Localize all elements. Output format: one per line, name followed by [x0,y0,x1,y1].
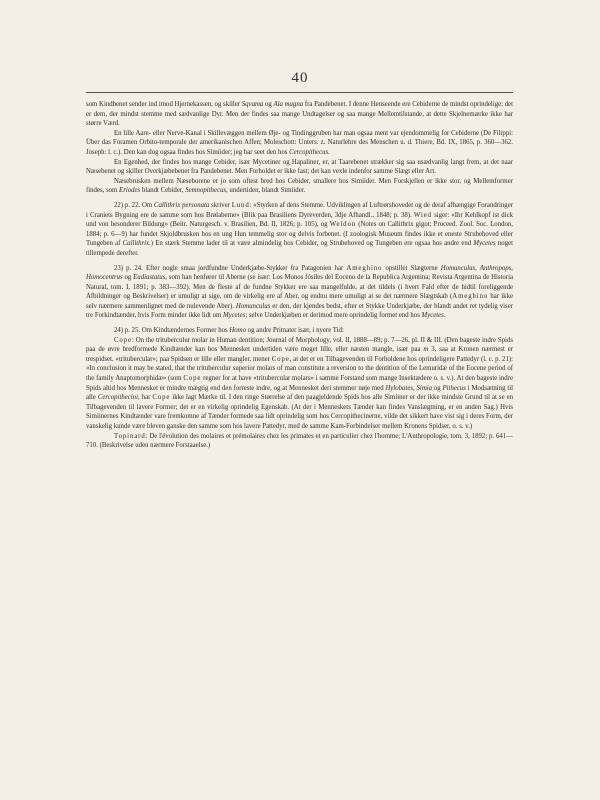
text-run: 23) p. 24. Efter nogle smaa jordfundne Underkjæbe-Stykker fra Patagonien har [114,264,347,272]
italic-term: Semnopithecus, [185,187,228,195]
author-name: Wied [413,211,432,219]
text-run: ikke lagt Mærke til. I den ringe Størrelse af den paagjeldende Spids hos alle Simiiner er der ikke mindste Grund til at se en Tilbagevenden til lavere Former; det er en virkelig oprindelig Egenskab. (At der i Menneskets Tænder kan findes Vanslægtning, er en anden Sag.) Hvis Simiinernes Kindtænder vare fremkomne af Tænder formede saa lidt oprindelig som hos Cercopithecinerne, vilde det sikkert have vist sig i deres Form, der vanskelig kunde være bleven ganske den samme som hos lavere Pattedyr, med de samme Kam-Forbindelser mellem Kronens Spidser, o. s. v.) [86,394,514,430]
paragraph [86,177,513,196]
paragraph [86,326,513,336]
text-run: og [263,101,274,108]
italic-term: Homunculus, Anthropops, Homocentrus [86,264,513,282]
text-run: noget tillempede derefter. [86,240,513,257]
text-run: undertiden, blandt Simiider. [227,187,306,195]
text-run: ; selve Underkjæben er derimod mere oprindelig formet end hos [245,312,422,320]
paragraph [86,336,513,432]
paragraph [86,264,513,322]
text-run: og [122,274,134,282]
text-run: opstillet Slægterne [382,264,441,272]
italic-term: Callithrix personata [153,201,210,209]
italic-term: Eriodes [119,187,141,195]
text-run: En Egenhed, der findes hos mange Cebider, især Mycetiner og Hapaliner, er, at Taarebenet strækker sig saa usædvanlig langt frem, at det naar Næsebenet og skiller Overkjæbebenet fra Pandebenet. Men Forholdet er ikke fast; det kan vexle indenfor samme Slægt eller Art. [86,158,513,176]
author-name: Ameghino [452,293,489,301]
paragraph [86,100,513,129]
text-run: (Notes on Callithrix gigot; Proceed. Zool. Soc. London, 1884; p. 6—9) har fundet Skjoldbrusken hos en ung Hun temmelig stor og delvis forbenet. (I zoologisk Museum findes ikke et eneste Strubehoved eller Tungeben af [86,221,513,248]
paragraph [86,432,513,451]
italic-term: Mycetes [222,312,246,320]
italic-term: Ala magna [273,101,304,108]
text-run: som Kindbenet sender ind imod Hjernekassen, og skiller [86,101,242,108]
author-name: Cope [183,375,202,383]
text-run: , som han henfører til Aberne (se især: Los Monos fósiles del Eoceno de la Republica Argentina; Revista Argentina de Historia Natural, tom. I, 1891; p. 383—392). Men de fleste af de fundne Stykker ere saa mangelfulde, at det tildels (i hvert Fald efter de hidtil foreliggende Afbildninger og Beskrivelser) er umuligt at sige, om de virkelig ere af Aber, og endnu mere umuligt at se det nærmere Slægtskab ( [86,274,513,301]
text-run: ) En stærk Stemme lader til at være almindelig hos Cebider, og Strubehoved og Tungeben ere ogsaa hos andre end [150,240,474,248]
italic-term: Mycetes. [421,312,446,320]
text-run: har [139,394,153,402]
text-run: En lille Aare- eller Nerve-Kanal i Skillevæggen mellem Øje- og Tindinggruben har man ogsaa ment var ejendommelig for Cebiderne (De Filippi: Über das Foramen Orbito-temporale der amerikanischen Affen; Moleschott: Unters. z. Naturlehre des Menschen u. d. Thiere, Bd. IX, 1865, p. 360—362. Joseph: l. c.). Den kan dog ogsaa findes hos Simiider; jeg har seet den hos [86,129,513,156]
text-run: 22) p. 22. Om [114,201,154,209]
author-name: Cope [114,336,132,344]
italic-term: Eudiastatus [133,274,166,282]
italic-term: Cercopithecus. [289,148,330,156]
text-run: og andre Primater især, i nyere Tid: [245,327,344,335]
text-run: : De l'évolution des molaires et prémolaires chez les primates et en particulier chez l'homme; L'Anthropologie, tom. 3, 1892; p. 641—710. (Beskrivelse uden nærmere Forstaaelse.) [86,432,513,450]
text-run: : On the trituberculur molar in Human dentition; Journal of Morphology, vol. II, 1888—89; p. 7—26, pl. II & III. (Den bageste indre Spids paa de øvre bredformede Kindtænder kan hos Mennesket undertiden være meget lille, eller næsten mangle, især paa [86,336,513,354]
italic-term: Homo [229,327,246,335]
text-run: siger: «Ihr Kehlkopf ist dick und von besonderer Bildung» (Beitr. Naturgesch. v. Brasilien, Bd. II, 1826; p. 105), og [86,211,514,229]
page-body-text [86,100,513,451]
paragraph [86,129,513,158]
author-name: Cope [152,394,171,402]
text-run: skriver [209,201,232,209]
text-run: Næsebrusken mellem Næseborene er jo som oftest bred hos Cebider, smallere hos Simiider. Men Forskjellen er ikke stor, og Mellemformer findes, som [86,177,513,195]
text-run: er den, der kjendes bedst, efter et Stykke Underkjæbe, der blandt andet ret tydelig viser tre Forkindtænder, hvis Form minder ikke lidt om [86,302,513,320]
author-name: Topinard [114,432,146,440]
author-name: Lund [231,201,250,209]
author-name: Ameghino [346,264,383,272]
italic-term: Homunculus [235,302,271,310]
paragraph [86,158,513,177]
text-run: regner for at have «tritubercular molars» i samme Forstand som mange Insektædere o. s. v.). At den bageste indre Spids altid hos Mennesket er mindre mægtig end den forreste indre, og at Mennesket deri stemmer nøje med [86,375,513,392]
text-run: , at det er en Tilbagevenden til Forholdene hos oprindeligere Pattedyr (l. c. p. 21): «In conclusion it may be stated, that the trituberculur superior molars of man constitute a reversion to the dentition of the Lemuridæ of the Eocene period of the family Anaptomorphidæ» (som [86,355,513,383]
italic-term: Mycetes [473,240,496,248]
author-name: Weldon [329,221,357,229]
text-run: 24) p. 25. Om Kindtændernes Former hos [114,327,230,335]
text-run: fra Pandebenet. I denne Henseende ere Cebiderne de mindst oprindelige; det er dem, der mindst stemme med sædvanlige Dyr. Men der findes saa mange Undtagelser og saa mange Mellemtilstande, at dette Skjelnemærke ikke har større Værd. [86,101,514,128]
header-rule [86,92,513,93]
paragraph [86,201,513,259]
text-run: 3, saa at Kronen nærmest er trespidset. «tritubercular»; paa Spidsen er lille eller mangler, mener [86,346,514,363]
text-run: : «Styrken af dens Stemme. Udviklingen af Luftrørshovedet og de deraf afhængige Forandringer i Craniets Bygning ere de samme som hos Brølaberne» (Blik paa Brasiliens Dyreverden, 3dje Afhandl., 1848; p. 38). [86,201,513,219]
text-run: har ikke selv nærmere sammenlignet med de nulevende Aber). [86,293,513,310]
author-name: Cope [271,355,290,363]
italic-term: Cercopithecini, [97,394,140,402]
text-run: i Modsætning til alle [86,384,513,402]
italic-term: Callithrix. [122,240,151,248]
italic-term: Hylobates, Simia [385,384,433,392]
text-run: og [432,384,443,392]
page-number: 40 [291,70,309,86]
italic-term: Pithecus [442,384,466,392]
italic-term: Sqvama [241,101,264,108]
italic-term: m [423,346,429,354]
text-run: blandt Cebider, [140,187,186,195]
